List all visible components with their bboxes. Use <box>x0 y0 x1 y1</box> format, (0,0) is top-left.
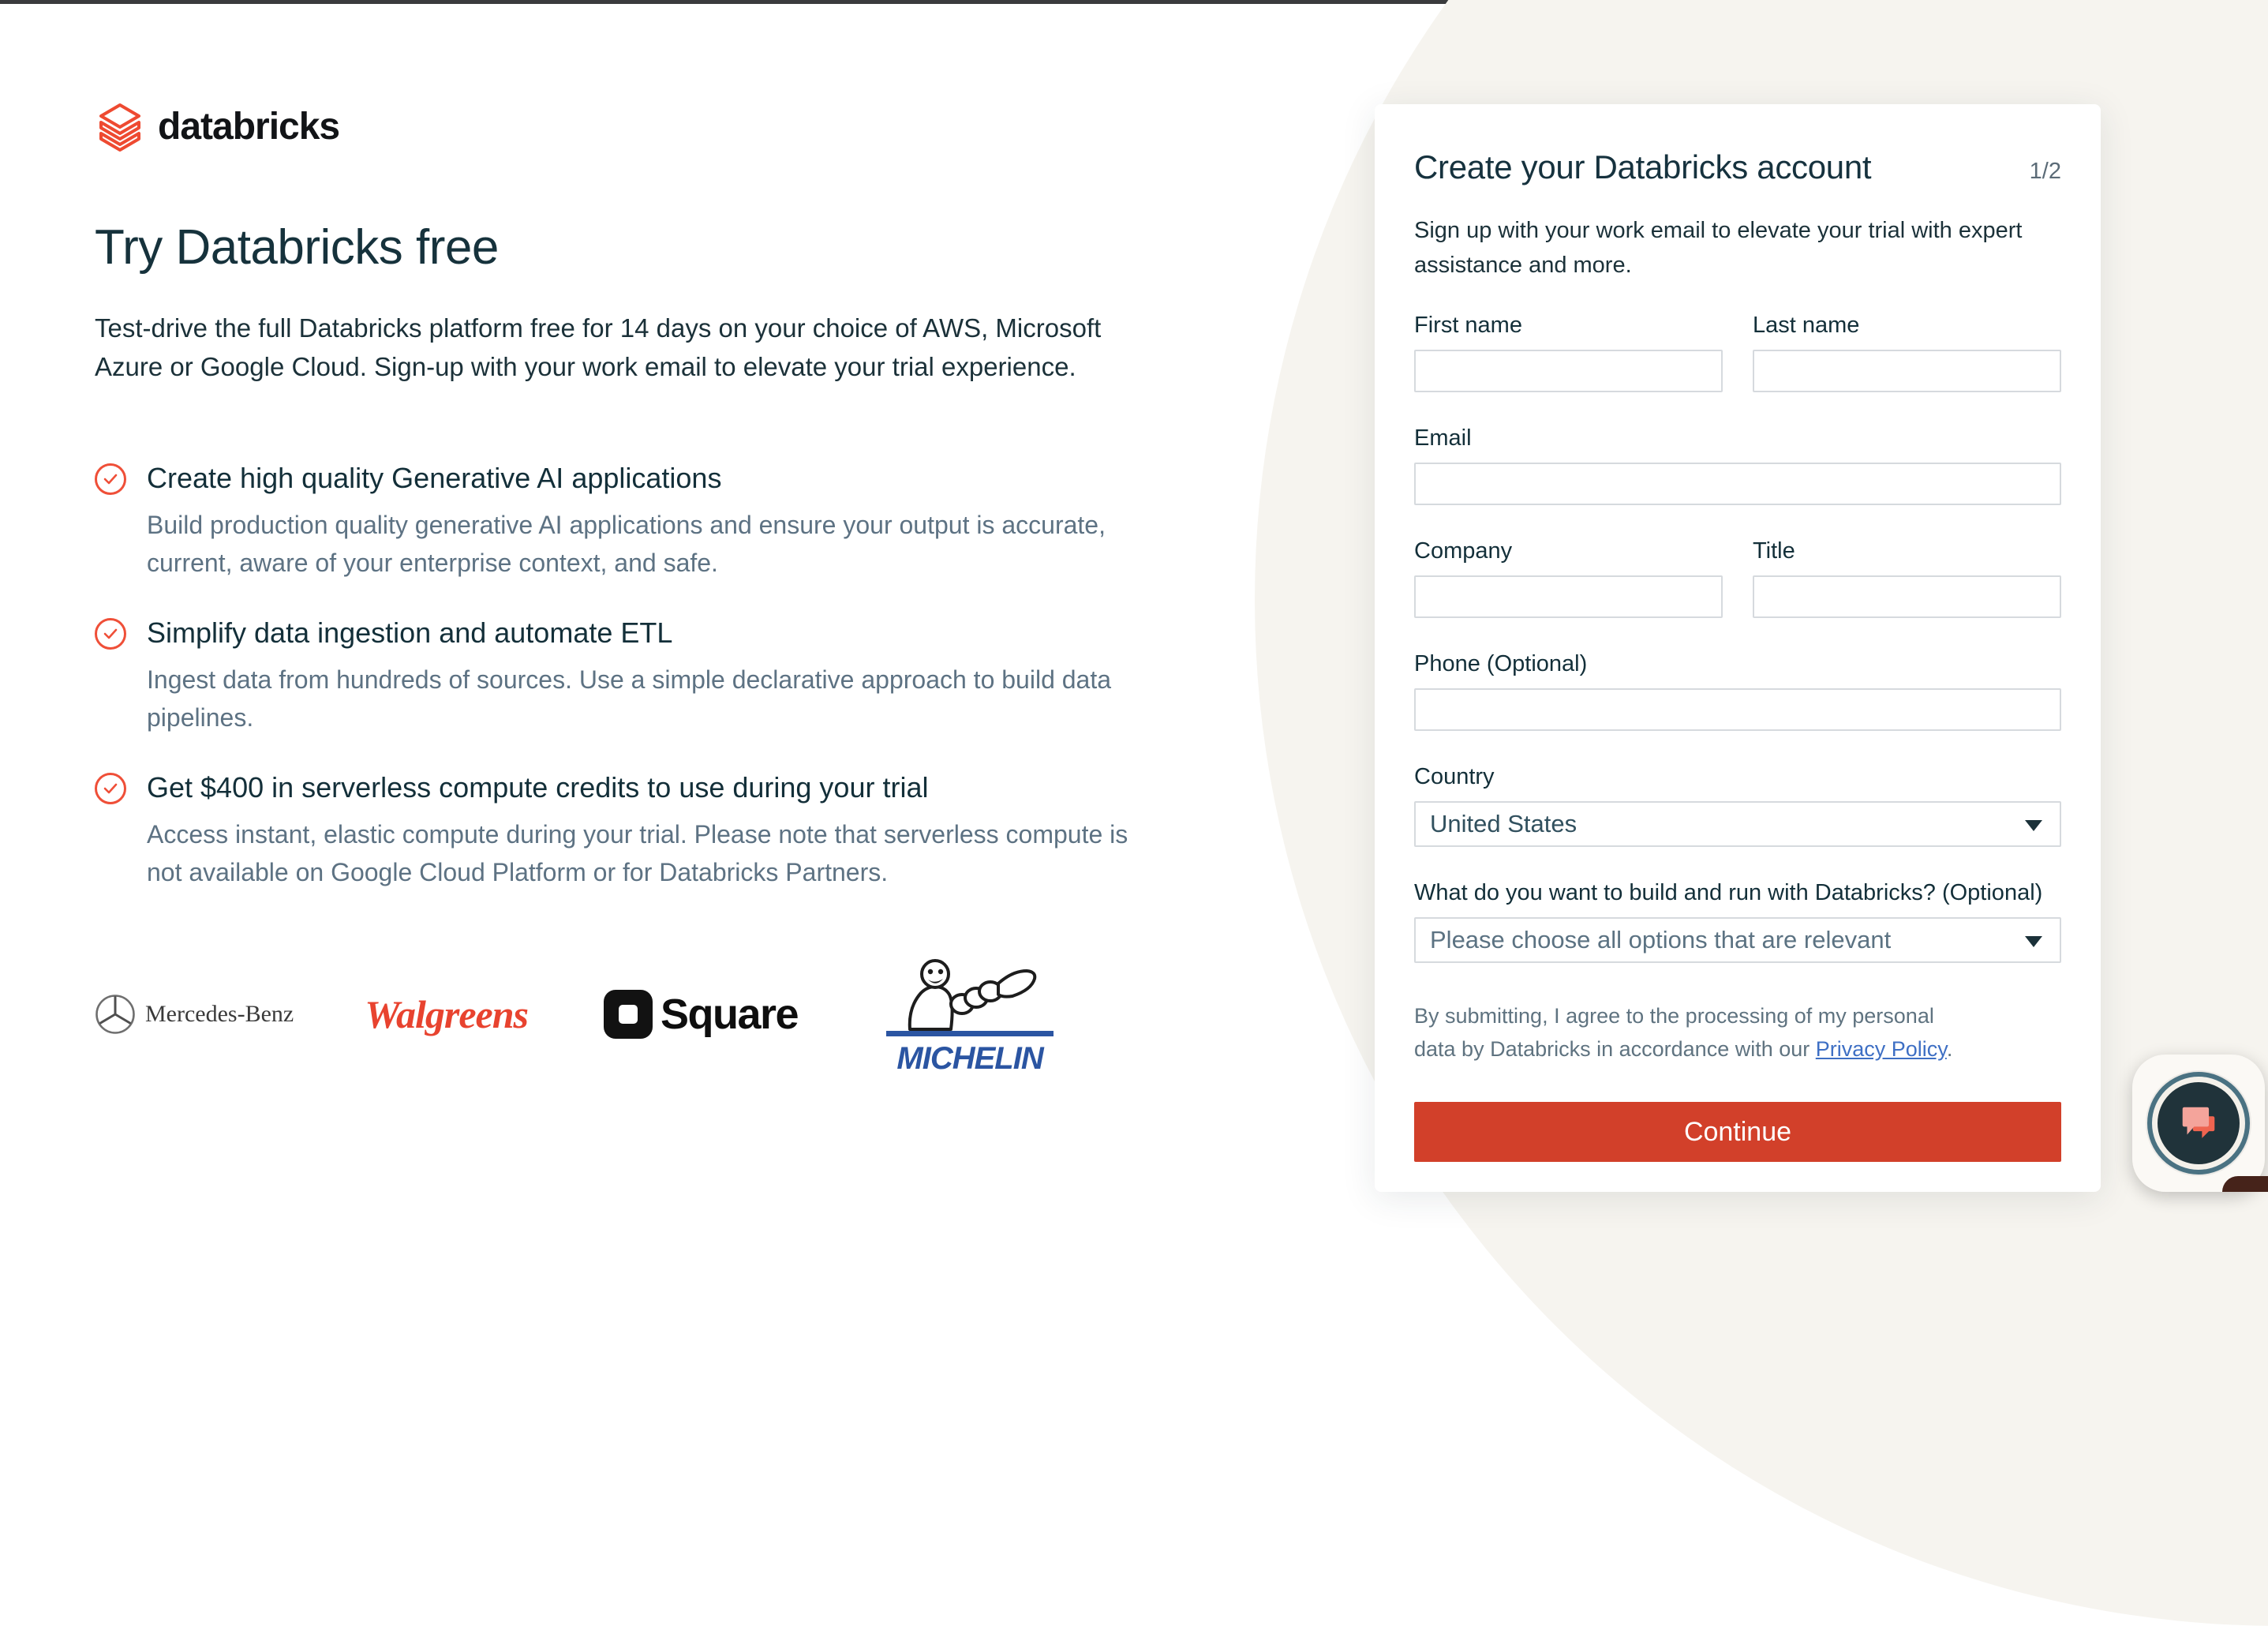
chevron-down-icon <box>2025 820 2042 831</box>
michelin-underline <box>886 1031 1054 1036</box>
check-circle-icon <box>95 463 126 495</box>
mercedes-benz-label: Mercedes-Benz <box>145 1001 294 1027</box>
hero-section <box>95 101 1184 926</box>
check-circle-icon <box>95 773 126 804</box>
consent-after: . <box>1946 1037 1953 1061</box>
email-group <box>1414 425 2061 505</box>
phone-label: Phone (Optional) <box>1414 651 1588 676</box>
email-label: Email <box>1414 425 1472 451</box>
chat-widget-plate <box>2132 1055 2265 1192</box>
check-circle-icon <box>95 618 126 650</box>
logo-square <box>604 990 798 1039</box>
feature-description: Build production quality generative AI applications and ensure your output is accurate, current, aware of your enterprise context, and safe. <box>147 511 1106 577</box>
title-group <box>1753 538 2061 618</box>
feature-description: Access instant, elastic compute during your trial. Please note that serverless compute is not available on Google Cloud Platform or for Databricks Partners. <box>147 820 1128 886</box>
feature-description: Ingest data from hundreds of sources. Use a simple declarative approach to build data pipelines. <box>147 665 1112 732</box>
mercedes-star-icon <box>95 994 136 1035</box>
card-subtitle: Sign up with your work email to elevate your trial with expert assistance and more. <box>1414 218 2023 278</box>
card-header <box>1414 148 2061 186</box>
first-name-group <box>1414 313 1723 392</box>
company-input[interactable] <box>1414 575 1723 618</box>
logo-mercedes-benz <box>95 994 294 1035</box>
chat-button[interactable] <box>2158 1082 2240 1164</box>
phone-input[interactable] <box>1414 688 2061 731</box>
feature-title: Simplify data ingestion and automate ETL <box>147 616 673 649</box>
chat-bubbles-icon <box>2176 1100 2221 1146</box>
customer-logo-strip <box>95 947 1054 1081</box>
feature-item-etl <box>95 616 1184 736</box>
build-label: What do you want to build and run with Databricks? (Optional) <box>1414 880 2043 905</box>
phone-group <box>1414 651 2061 731</box>
feature-icon-wrap <box>95 771 147 891</box>
michelin-label: MICHELIN <box>896 1041 1043 1076</box>
feature-item-credits <box>95 771 1184 891</box>
databricks-logo <box>95 101 1184 152</box>
signup-card <box>1375 104 2101 1192</box>
step-indicator: 1/2 <box>2029 159 2061 184</box>
bottom-corner-peek <box>2222 1176 2268 1192</box>
square-label: Square <box>660 991 799 1038</box>
last-name-group <box>1753 313 2061 392</box>
feature-list <box>95 462 1184 891</box>
feature-icon-wrap <box>95 616 147 736</box>
hero-lead-text: Test-drive the full Databricks platform free for 14 days on your choice of AWS, Microsoft Azure or Google Cloud. Sign-up with your work email to elevate your trial experience. <box>95 313 1102 381</box>
country-select[interactable] <box>1414 801 2061 847</box>
feature-body <box>147 771 1133 891</box>
page-title: Try Databricks free <box>95 220 499 275</box>
databricks-logo-icon <box>95 101 145 152</box>
logo-walgreens: Walgreens <box>365 992 528 1036</box>
company-group <box>1414 538 1723 618</box>
last-name-label: Last name <box>1753 313 1860 338</box>
feature-icon-wrap <box>95 462 147 582</box>
databricks-wordmark: databricks <box>158 105 340 148</box>
build-select[interactable] <box>1414 917 2061 963</box>
company-label: Company <box>1414 538 1513 564</box>
chevron-down-icon <box>2025 936 2042 947</box>
email-input[interactable] <box>1414 463 2061 505</box>
card-title: Create your Databricks account <box>1414 148 1872 185</box>
first-name-input[interactable] <box>1414 350 1723 392</box>
feature-body <box>147 462 1133 582</box>
build-placeholder: Please choose all options that are relevant <box>1430 926 1892 953</box>
continue-button[interactable]: Continue <box>1414 1102 2061 1162</box>
feature-title: Create high quality Generative AI applications <box>147 462 722 494</box>
country-label: Country <box>1414 764 1495 789</box>
build-group <box>1414 880 2061 963</box>
title-input[interactable] <box>1753 575 2061 618</box>
feature-body <box>147 616 1133 736</box>
country-selected-value: United States <box>1430 810 1577 837</box>
signup-form <box>1414 313 2061 1162</box>
michelin-man-icon <box>886 952 1054 1034</box>
logo-michelin <box>886 952 1054 1077</box>
consent-before: By submitting, I agree to the processing of my personal data by Databricks in accordance with our <box>1414 1004 1934 1061</box>
last-name-input[interactable] <box>1753 350 2061 392</box>
square-logo-icon <box>604 990 653 1039</box>
feature-title: Get $400 in serverless compute credits to use during your trial <box>147 771 929 804</box>
country-group <box>1414 764 2061 847</box>
feature-item-genai <box>95 462 1184 582</box>
privacy-policy-link[interactable]: Privacy Policy <box>1815 1037 1947 1061</box>
first-name-label: First name <box>1414 313 1522 338</box>
consent-text <box>1414 999 1974 1066</box>
title-label: Title <box>1753 538 1795 564</box>
